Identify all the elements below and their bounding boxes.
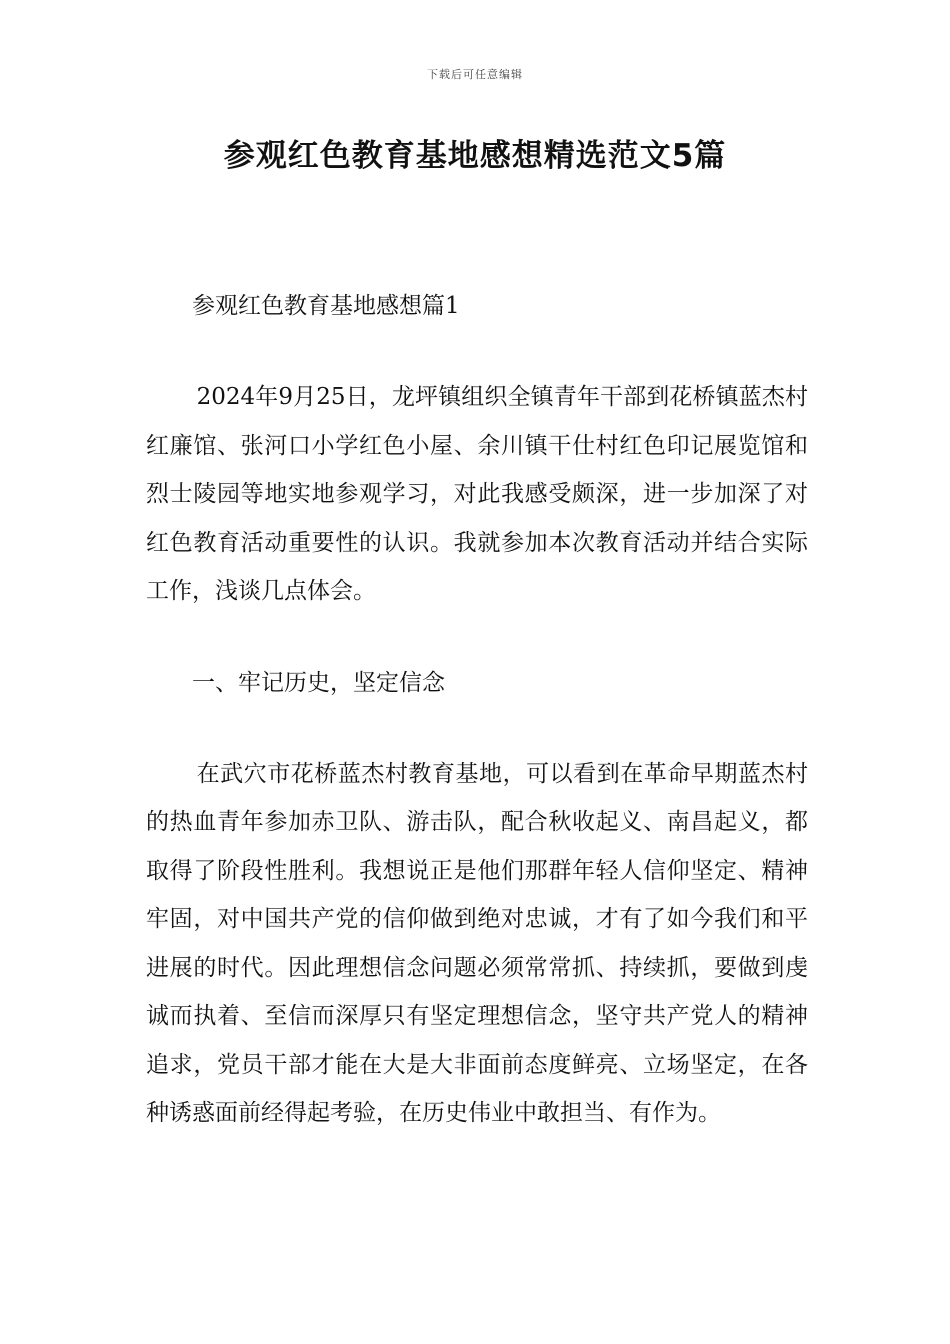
- header-note: 下载后可任意编辑: [427, 68, 523, 81]
- document-title: 参观红色教育基地感想精选范文5篇: [223, 138, 727, 174]
- section-heading: 参观红色教育基地感想篇1: [192, 293, 460, 319]
- subheading-1: 一、牢记历史，坚定信念: [192, 669, 445, 696]
- intro-paragraph: 2024年9月25日，龙坪镇组织全镇青年干部到花桥镇蓝杰村红廉馆、张河口小学红色小屋、余川镇干仕村红色印记展览馆和烈士陵园等地实地参观学习，对此我感受颇深，进一步加深了对红色教育活动重要性的认识。我就参加本次教育活动并结合实际工作，浅谈几点体会。: [146, 384, 808, 604]
- body-paragraph-1: 在武穴市花桥蓝杰村教育基地，可以看到在革命早期蓝杰村的热血青年参加赤卫队、游击队，配合秋收起义、南昌起义，都取得了阶段性胜利。我想说正是他们那群年轻人信仰坚定、精神牢固，对中国共产党的信仰做到绝对忠诚，才有了如今我们和平进展的时代。因此理想信念问题必须常常抓、持续抓，要做到虔诚而执着、至信而深厚只有坚定理想信念，坚守共产党人的精神追求，党员干部才能在大是大非面前态度鲜亮、立场坚定，在各种诱惑面前经得起考验，在历史伟业中敢担当、有作为。: [146, 760, 808, 1126]
- document-body: [146, 282, 808, 1138]
